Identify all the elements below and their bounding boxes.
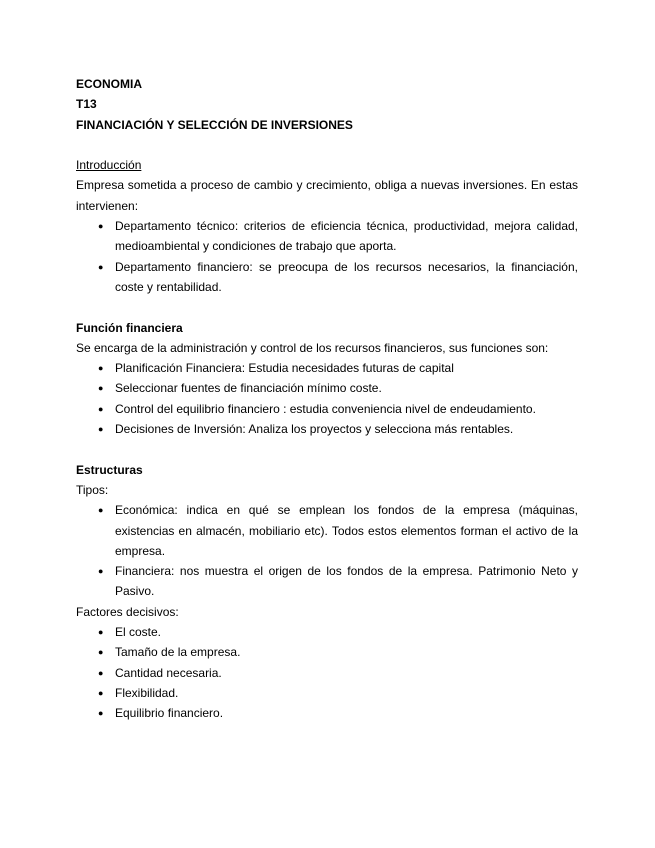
- bullet-icon: ●: [98, 647, 104, 658]
- list-item-text: Flexibilidad.: [115, 685, 179, 700]
- list-item-text: Tamaño de la empresa.: [115, 645, 241, 660]
- list-item-text: Control del equilibrio financiero : estudia conveniencia nivel de endeudamiento.: [115, 401, 536, 416]
- list-item: [76, 500, 578, 561]
- list-item-text: Equilibrio financiero.: [115, 706, 224, 721]
- funcion-paragraph: Se encarga de la administración y control de los recursos financieros, sus funciones son:: [76, 340, 549, 355]
- spacer: [76, 439, 578, 459]
- list-item: [76, 419, 578, 439]
- document-content: [76, 74, 578, 724]
- bullet-icon: ●: [98, 363, 104, 374]
- tipos-label: Tipos:: [76, 482, 109, 497]
- list-item-text: Financiera: nos muestra el origen de los fondos de la empresa. Patrimonio Neto y Pasivo.: [115, 564, 578, 599]
- estructuras-heading: Estructuras: [76, 462, 143, 477]
- bullet-icon: ●: [98, 261, 104, 272]
- topic-title: FINANCIACIÓN Y SELECCIÓN DE INVERSIONES: [76, 117, 353, 132]
- list-item: [76, 216, 578, 257]
- list-item: [76, 378, 578, 398]
- tipos-list: [76, 500, 578, 601]
- list-item: [76, 703, 578, 723]
- list-item-text: Departamento técnico: criterios de eficiencia técnica, productividad, mejora calidad, medioambiental y condiciones de trabajo que aporta.: [115, 219, 578, 254]
- intro-list: [76, 216, 578, 297]
- list-item-text: Seleccionar fuentes de financiación mínimo coste.: [115, 381, 382, 396]
- list-item: [76, 663, 578, 683]
- list-item: [76, 257, 578, 298]
- list-item-text: Departamento financiero: se preocupa de los recursos necesarios, la financiación, coste y rentabilidad.: [115, 259, 578, 294]
- bullet-icon: ●: [98, 221, 104, 232]
- bullet-icon: ●: [98, 687, 104, 698]
- funcion-list: [76, 358, 578, 439]
- list-item: [76, 683, 578, 703]
- intro-paragraph: Empresa sometida a proceso de cambio y crecimiento, obliga a nuevas inversiones. En estas intervienen:: [76, 178, 578, 213]
- factores-label: Factores decisivos:: [76, 604, 179, 619]
- list-item: [76, 622, 578, 642]
- spacer: [76, 297, 578, 317]
- bullet-icon: ●: [98, 627, 104, 638]
- list-item-text: Decisiones de Inversión: Analiza los proyectos y selecciona más rentables.: [115, 422, 514, 437]
- funcion-heading: Función financiera: [76, 320, 183, 335]
- list-item-text: Económica: indica en qué se emplean los fondos de la empresa (máquinas, existencias en almacén, mobiliario etc). Todos estos elementos forman el activo de la empresa.: [115, 503, 578, 558]
- list-item: [76, 358, 578, 378]
- bullet-icon: ●: [98, 566, 104, 577]
- bullet-icon: ●: [98, 708, 104, 719]
- spacer: [76, 135, 578, 155]
- intro-heading: Introducción: [76, 158, 142, 173]
- list-item: [76, 399, 578, 419]
- bullet-icon: ●: [98, 383, 104, 394]
- topic-code: T13: [76, 97, 97, 112]
- subject-title: ECONOMIA: [76, 77, 142, 91]
- list-item: [76, 642, 578, 662]
- list-item-text: Planificación Financiera: Estudia necesidades futuras de capital: [115, 361, 454, 376]
- factores-list: [76, 622, 578, 723]
- bullet-icon: ●: [98, 424, 104, 435]
- bullet-icon: ●: [98, 505, 104, 516]
- list-item: [76, 561, 578, 602]
- bullet-icon: ●: [98, 403, 104, 414]
- list-item-text: El coste.: [115, 625, 162, 640]
- bullet-icon: ●: [98, 667, 104, 678]
- list-item-text: Cantidad necesaria.: [115, 665, 222, 680]
